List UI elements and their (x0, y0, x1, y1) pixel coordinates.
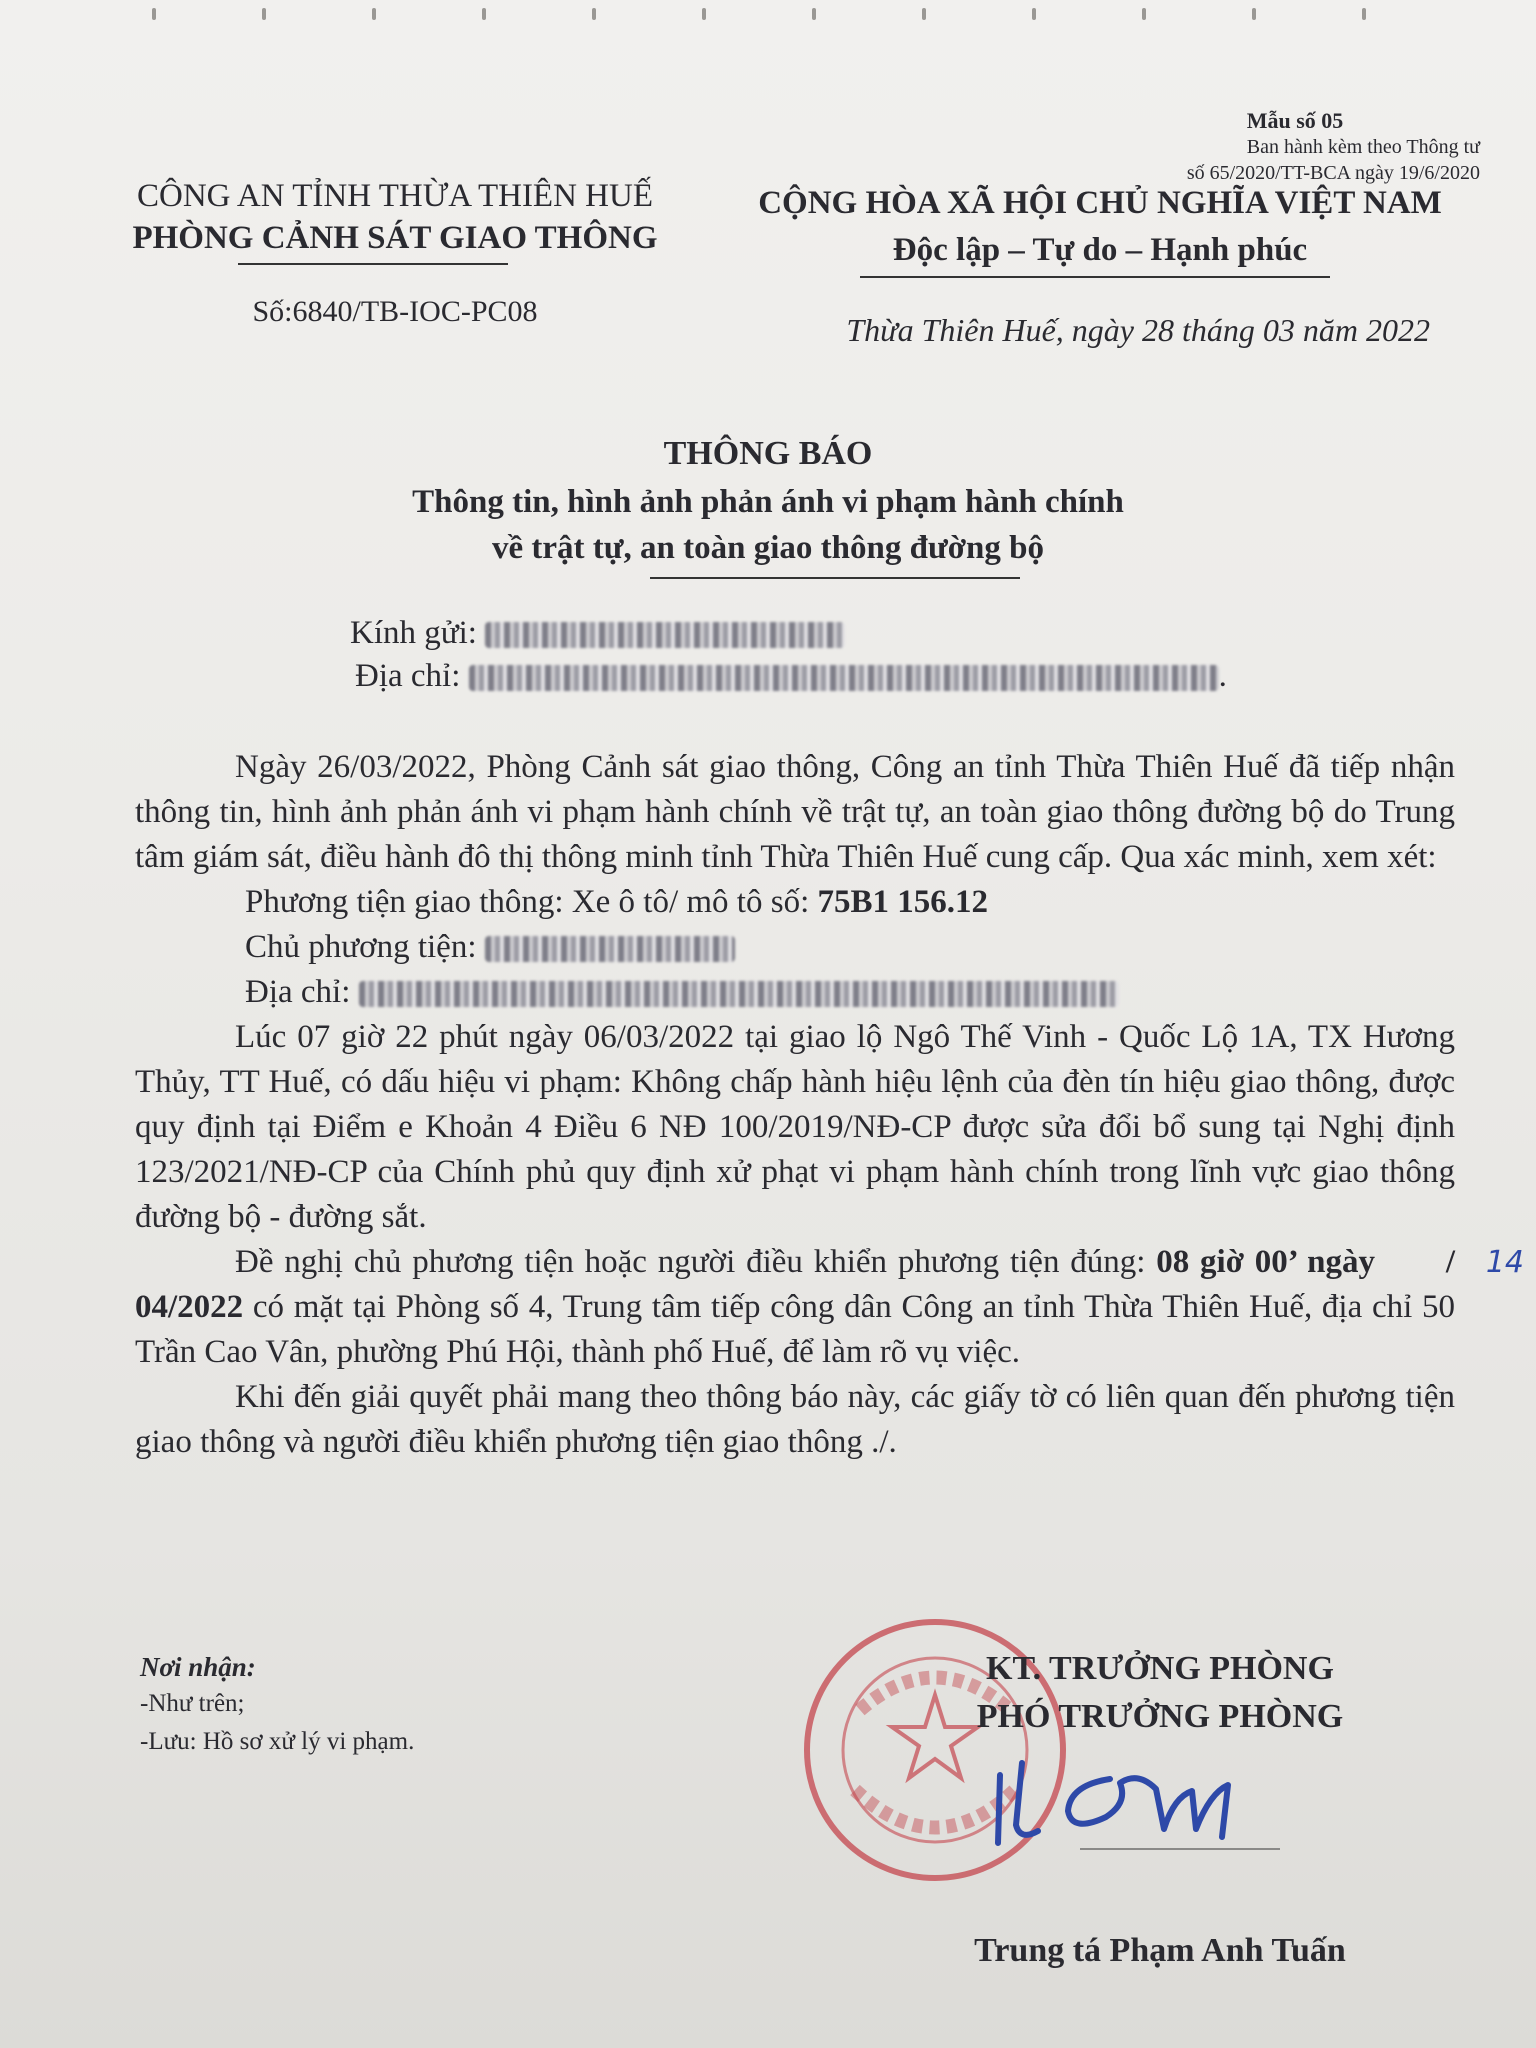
signature-title-1: KT. TRƯỞNG PHÒNG (986, 1650, 1334, 1687)
owner-line: Chủ phương tiện: (135, 925, 1455, 970)
signature-underline (1080, 1848, 1280, 1850)
recipients-label: Nơi nhận: (140, 1652, 256, 1682)
national-title: CỘNG HÒA XÃ HỘI CHỦ NGHĨA VIỆT NAM (758, 185, 1442, 221)
motto-underline (860, 276, 1330, 278)
signer-name: Trung tá Phạm Anh Tuấn (974, 1932, 1346, 1969)
recipient-label: Kính gửi: (350, 615, 477, 651)
redacted-recipient (485, 622, 845, 648)
paragraph-final: Khi đến giải quyết phải mang theo thông báo này, các giấy tờ có liên quan đến phương tiện giao thông và người điều khiển phương tiện giao thông ./. (135, 1379, 1455, 1460)
form-number: Mẫu số 05 (1246, 108, 1344, 133)
paragraph-intro: Ngày 26/03/2022, Phòng Cảnh sát giao thông, Công an tỉnh Thừa Thiên Huế đã tiếp nhận thông tin, hình ảnh phản ánh vi phạm hành chính về trật tự, an toàn giao thông đường bộ do Trung tâm giám sát, điều hành đô thị thông minh tỉnh Thừa Thiên Huế cung cấp. Qua xác minh, xem xét: (135, 749, 1455, 875)
recipient-address-line: Địa chỉ: . (355, 658, 1227, 694)
handwritten-signature-icon (960, 1745, 1290, 1865)
license-plate: 75B1 156.12 (817, 884, 989, 920)
agency-underline (238, 263, 508, 265)
place-date: Thừa Thiên Huế, ngày 28 tháng 03 năm 2022 (846, 312, 1430, 348)
national-motto: Độc lập – Tự do – Hạnh phúc (892, 232, 1308, 268)
recipient-address-label: Địa chỉ: (355, 658, 461, 694)
owner-address-line: Địa chỉ: (135, 970, 1455, 1015)
title-underline (650, 577, 1020, 579)
agency-name: PHÒNG CẢNH SÁT GIAO THÔNG (132, 220, 658, 256)
paragraph-request: Đề nghị chủ phương tiện hoặc người điều khiển phương tiện đúng: 08 giờ 00’ ngày 14/ 04/2022 có mặt tại Phòng số 4, Trung tâm tiếp công dân Công an tỉnh Thừa Thiên Huế, địa chỉ 50 Trần Cao Vân, phường Phú Hội, thành phố Huế, để làm rõ vụ việc. (135, 1240, 1455, 1375)
vehicle-line: Phương tiện giao thông: Xe ô tô/ mô tô số: 75B1 156.12 (245, 884, 989, 920)
handwritten-day: 14 (1485, 1245, 1525, 1280)
form-note: Ban hành kèm theo Thông tư số 65/2020/TT-BCA ngày 19/6/2020 (1186, 136, 1480, 184)
paragraph-violation: Lúc 07 giờ 22 phút ngày 06/03/2022 tại giao lộ Ngô Thế Vinh - Quốc Lộ 1A, TX Hương Thủy, TT Huế, có dấu hiệu vi phạm: Không chấp hành hiệu lệnh của đèn tín hiệu giao thông, được quy định tại Điểm e Khoản 4 Điều 6 NĐ 100/2019/NĐ-CP được sửa đổi bổ sung tại Nghị định 123/2021/NĐ-CP của Chính phủ quy định xử phạt vi phạm hành chính trong lĩnh vực giao thông đường bộ - đường sắt. (135, 1019, 1455, 1235)
document-subtitle-line1: Thông tin, hình ảnh phản ánh vi phạm hành chính (412, 484, 1124, 520)
document-number: Số:6840/TB-IOC-PC08 (252, 295, 538, 328)
document-subtitle-line2: về trật tự, an toàn giao thông đường bộ (491, 530, 1044, 566)
recipient-line (350, 615, 1350, 652)
redacted-owner (485, 936, 735, 962)
signature-title-2: PHÓ TRƯỞNG PHÒNG (976, 1698, 1344, 1735)
recipient-item: -Như trên; (140, 1690, 245, 1717)
document-body (135, 745, 1525, 1465)
paper-perforation (0, 8, 1536, 22)
redacted-recipient-address (469, 665, 1219, 691)
agency-parent: CÔNG AN TỈNH THỪA THIÊN HUẾ (136, 178, 653, 214)
document-title: THÔNG BÁO (663, 435, 873, 472)
redacted-owner-address (359, 981, 1119, 1007)
recipient-item: -Lưu: Hồ sơ xử lý vi phạm. (140, 1728, 415, 1755)
